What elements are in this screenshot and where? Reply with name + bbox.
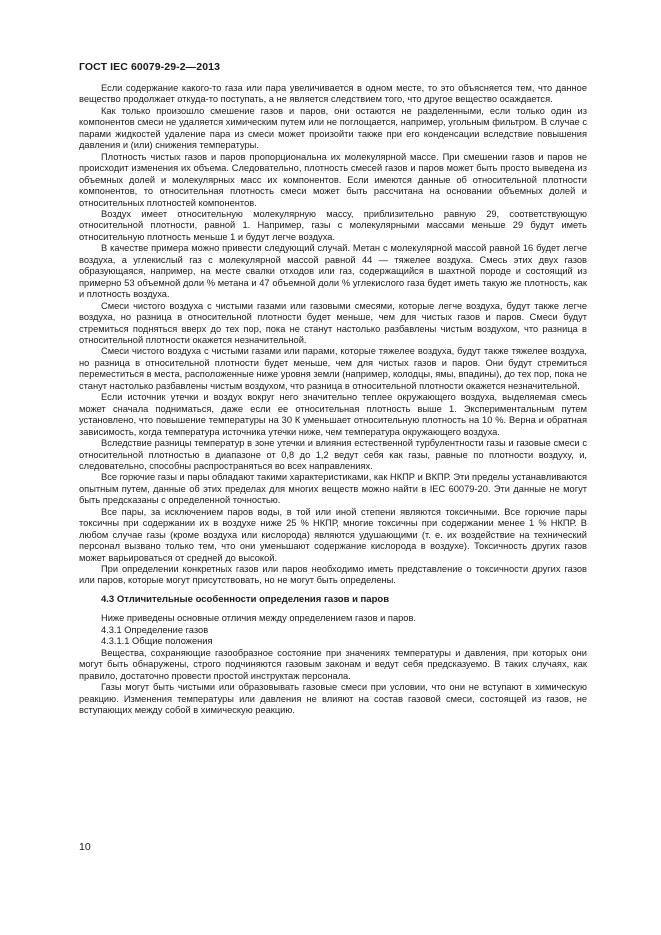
section-intro: Ниже приведены основные отличия между определением газов и паров. bbox=[101, 613, 416, 624]
section-heading: 4.3 Отличительные особенности определения газов и паров bbox=[101, 593, 390, 605]
paragraph: Воздух имеет относительную молекулярную массу, приблизительно равную 29, соответствующую относительной плотности, равной 1. Например, газы с молекулярными массами меньше 29 будут иметь относительную плотность меньше 1 и будут легче воздуха. bbox=[79, 208, 587, 242]
paragraph: При определении конкретных газов или паров необходимо иметь представление о токсичности других газов или паров, которые могут присутствовать, но не могут быть определены. bbox=[79, 564, 587, 586]
subsection-heading: 4.3.1 Определение газов bbox=[101, 624, 209, 635]
standard-header: ГОСТ IEC 60079-29-2—2013 bbox=[79, 61, 221, 73]
paragraph: Как только произошло смешение газов и паров, они остаются не разделенными, если только один из компонентов смеси не удаляется химическим путем или не поглощается, например, угольным фильтром. В случае с парами жидкостей удаление пара из смеси может произойти также при его конденсации вследствие повышения давления и (или) снижения температуры. bbox=[79, 105, 587, 151]
paragraph: Если источник утечки и воздух вокруг него значительно теплее окружающего воздуха, выделяемая смесь может сначала подниматься, даже если ее относительная плотность выше 1. Экспериментальным путем установлено, что повышение температуры на 30 К уменьшает относительную плотность на 10 %. Верна и обратная зависимость, когда температура источника утечки ниже, чем температура окружающего воздуха. bbox=[79, 392, 587, 437]
paragraph: В качестве примера можно привести следующий случай. Метан с молекулярной массой равной 16 будет легче воздуха, а углекислый газ с молекулярной массой равной 44 — тяжелее воздуха. Смесь этих двух газов образующаяся, например, на месте свалки отходов или газ, содержащийся в шахтной породе и состоящий из примерно 53 объемной доли % метана и 47 объемной доли % углекислого газа будет иметь такую же плотность, как и плотность воздуха. bbox=[79, 243, 587, 300]
page-number: 10 bbox=[79, 841, 91, 853]
paragraph: Газы могут быть чистыми или образовывать газовые смеси при условии, что они не вступают в химическую реакцию. Изменения температуры или давления не влияют на состав газовой смеси, состоящей из газов, не вступающих между собой в химическую реакцию. bbox=[79, 682, 587, 716]
subsubsection-heading: 4.3.1.1 Общие положения bbox=[101, 636, 213, 647]
document-body bbox=[79, 83, 587, 716]
paragraph: Вследствие разницы температур в зоне утечки и влияния естественной турбулентности газы и газовые смеси с относительной плотностью в диапазоне от 0,8 до 1,2 ведут себя как газы, равные по плотности воздуху, и, следовательно, способны распространяться во всех направлениях. bbox=[79, 438, 587, 471]
paragraph: Смеси чистого воздуха с чистыми газами или газовыми смесями, которые легче воздуха, будут также легче воздуха, но разница в относительной плотности будет меньше, чем для чистых газов и паров. Смеси будут стремиться подняться вверх до тех пор, пока не станут настолько разбавлены чистым воздухом, что разница в относительной плотности окажется незначительной. bbox=[79, 300, 587, 345]
paragraph: Все горючие газы и пары обладают такими характеристиками, как НКПР и ВКПР. Эти пределы устанавливаются опытным путем, данные об этих пределах для многих веществ можно найти в IEC 60079-20. Эти данные не могут быть предсказаны с определенной точностью. bbox=[79, 472, 587, 506]
paragraph: Плотность чистых газов и паров пропорциональна их молекулярной массе. При смешении газов и паров не происходит изменения их объема. Следовательно, плотность смесей газов и паров может быть просто выведена из объемных долей и молекулярных масс их компонентов. Если имеются данные об относительной плотности компонентов, то относительная плотность смеси может быть рассчитана на основании объемных долей и относительных плотностей компонентов. bbox=[79, 151, 587, 208]
paragraph: Смеси чистого воздуха с чистыми газами или парами, которые тяжелее воздуха, будут также тяжелее воздуха, но разница в относительной плотности будет меньше, чем для чистых газов и паров. Они будут стремиться переместиться в места, расположенные ниже уровня земли (например, колодцы, ямы, впадины), до тех пор, пока не станут настолько разбавлены чистым воздухом, что разница в относительной плотности окажется незначительной. bbox=[79, 346, 587, 391]
paragraph: Вещества, сохраняющие газообразное состояние при значениях температуры и давления, при которых они могут быть обнаружены, строго подчиняются газовым законам и ведут себя предсказуемо. В таких случаях, как правило, достаточно провести простой инструктаж персонала. bbox=[79, 647, 587, 681]
paragraph: Все пары, за исключением паров воды, в той или иной степени являются токсичными. Все горючие пары токсичны при содержании их в воздухе ниже 25 % НКПР, многие токсичны при содержании менее 1 % НКПР. В любом случае газы (кроме воздуха или кислорода) являются удушающими (т. е. их воздействие на технический персонал вызвано только тем, что они уменьшают содержание кислорода в воздухе). Токсичность других газов может варьироваться от средней до высокой. bbox=[79, 506, 587, 563]
paragraph: Если содержание какого-то газа или пара увеличивается в одном месте, то это объясняется тем, что данное вещество продолжает откуда-то поступать, а не является следствием того, что другое вещество осаждается. bbox=[79, 83, 587, 105]
